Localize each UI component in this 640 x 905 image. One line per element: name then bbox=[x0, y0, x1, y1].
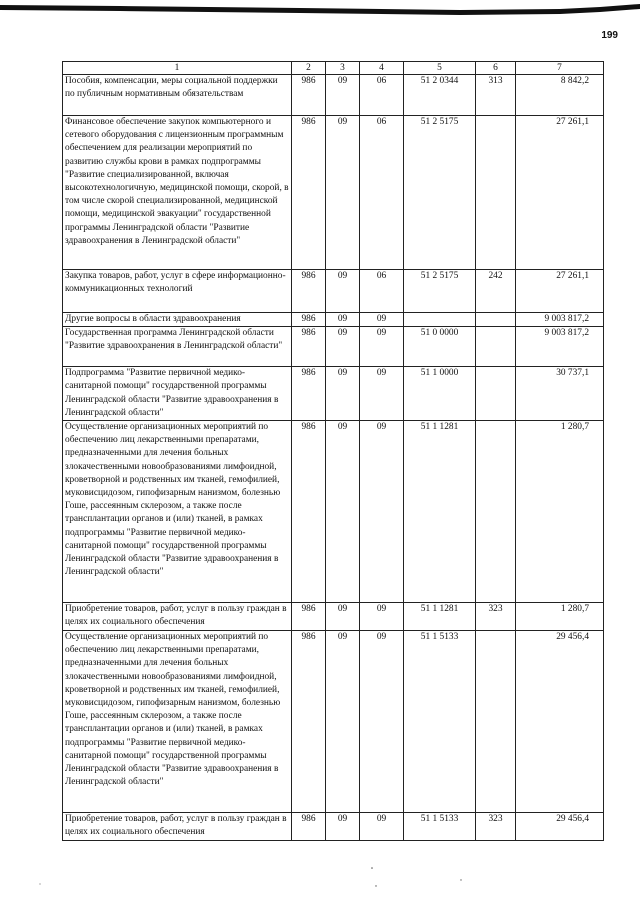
amount: 29 456,4 bbox=[516, 631, 604, 813]
expense-type-code: 323 bbox=[476, 813, 516, 841]
subsection-code: 09 bbox=[360, 327, 404, 367]
header-cell: 1 bbox=[63, 62, 292, 75]
expense-type-code: 313 bbox=[476, 75, 516, 116]
ministry-code: 986 bbox=[292, 270, 326, 313]
target-article-code: 51 1 0000 bbox=[404, 367, 476, 421]
section-code: 09 bbox=[326, 813, 360, 841]
subsection-code: 09 bbox=[360, 367, 404, 421]
section-code: 09 bbox=[326, 367, 360, 421]
amount: 27 261,1 bbox=[516, 270, 604, 313]
amount: 1 280,7 bbox=[516, 603, 604, 631]
ministry-code: 986 bbox=[292, 603, 326, 631]
amount: 8 842,2 bbox=[516, 75, 604, 116]
ministry-code: 986 bbox=[292, 421, 326, 603]
subsection-code: 06 bbox=[360, 116, 404, 270]
target-article-code: 51 1 1281 bbox=[404, 421, 476, 603]
section-code: 09 bbox=[326, 270, 360, 313]
row-description: Финансовое обеспечение закупок компьютерного и сетевого оборудования с лицензионным программным обеспечением для реализации мероприятий по развитию службы крови в рамках подпрограммы "Развитие специализированной, включая высокотехнологичную, медицинской помощи, скорой, в том числе скорой специализированной, медицинской помощи, медицинской эвакуации" государственной программы Ленинградской области "Развитие здравоохранения в Ленинградской области" bbox=[63, 116, 292, 270]
ministry-code: 986 bbox=[292, 116, 326, 270]
target-article-code: 51 0 0000 bbox=[404, 327, 476, 367]
subsection-code: 09 bbox=[360, 813, 404, 841]
section-code: 09 bbox=[326, 116, 360, 270]
row-description: Государственная программа Ленинградской области "Развитие здравоохранения в Ленинградской области" bbox=[63, 327, 292, 367]
amount: 1 280,7 bbox=[516, 421, 604, 603]
expense-type-code: 242 bbox=[476, 270, 516, 313]
ministry-code: 986 bbox=[292, 313, 326, 327]
row-description: Пособия, компенсации, меры социальной поддержки по публичным нормативным обязательствам bbox=[63, 75, 292, 116]
section-code: 09 bbox=[326, 603, 360, 631]
amount: 9 003 817,2 bbox=[516, 313, 604, 327]
subsection-code: 09 bbox=[360, 313, 404, 327]
row-description: Другие вопросы в области здравоохранения bbox=[63, 313, 292, 327]
section-code: 09 bbox=[326, 327, 360, 367]
row-description: Осуществление организационных мероприятий по обеспечению лиц лекарственными препаратами, предназначенными для лечения больных злокачественными новообразованиями лимфоидной, кроветворной и родственных им тканей, гемофилией, муковисцидозом, гипофизарным нанизмом, болезнью Гоше, рассеянным склерозом, а также после трансплантации органов и (или) тканей, в рамках подпрограммы "Развитие первичной медико-санитарной помощи" государственной программы Ленинградской области "Развитие здравоохранения в Ленинградской области" bbox=[63, 631, 292, 813]
ministry-code: 986 bbox=[292, 75, 326, 116]
row-description: Подпрограмма "Развитие первичной медико-санитарной помощи" государственной программы Ленинградской области "Развитие здравоохранения в Ленинградской области" bbox=[63, 367, 292, 421]
section-code: 09 bbox=[326, 75, 360, 116]
amount: 9 003 817,2 bbox=[516, 327, 604, 367]
subsection-code: 09 bbox=[360, 631, 404, 813]
header-cell: 2 bbox=[292, 62, 326, 75]
section-code: 09 bbox=[326, 313, 360, 327]
header-cell: 7 bbox=[516, 62, 604, 75]
target-article-code: 51 1 5133 bbox=[404, 813, 476, 841]
subsection-code: 09 bbox=[360, 421, 404, 603]
amount: 27 261,1 bbox=[516, 116, 604, 270]
ministry-code: 986 bbox=[292, 631, 326, 813]
ministry-code: 986 bbox=[292, 813, 326, 841]
header-cell: 5 bbox=[404, 62, 476, 75]
page-number: 199 bbox=[601, 30, 618, 41]
subsection-code: 06 bbox=[360, 270, 404, 313]
amount: 29 456,4 bbox=[516, 813, 604, 841]
header-cell: 6 bbox=[476, 62, 516, 75]
row-description: Осуществление организационных мероприятий по обеспечению лиц лекарственными препаратами, предназначенными для лечения больных злокачественными новообразованиями лимфоидной, кроветворной и родственных им тканей, гемофилией, муковисцидозом, гипофизарным нанизмом, болезнью Гоше, рассеянным склерозом, а также после трансплантации органов и (или) тканей, в рамках подпрограммы "Развитие первичной медико-санитарной помощи" государственной программы Ленинградской области "Развитие здравоохранения в Ленинградской области" bbox=[63, 421, 292, 603]
section-code: 09 bbox=[326, 421, 360, 603]
target-article-code: 51 1 1281 bbox=[404, 603, 476, 631]
row-description: Приобретение товаров, работ, услуг в пользу граждан в целях их социального обеспечения bbox=[63, 813, 292, 841]
row-description: Закупка товаров, работ, услуг в сфере информационно-коммуникационных технологий bbox=[63, 270, 292, 313]
target-article-code: 51 2 5175 bbox=[404, 116, 476, 270]
subsection-code: 09 bbox=[360, 603, 404, 631]
ministry-code: 986 bbox=[292, 327, 326, 367]
expense-type-code: 323 bbox=[476, 603, 516, 631]
ministry-code: 986 bbox=[292, 367, 326, 421]
target-article-code: 51 2 5175 bbox=[404, 270, 476, 313]
target-article-code: 51 2 0344 bbox=[404, 75, 476, 116]
header-cell: 3 bbox=[326, 62, 360, 75]
section-code: 09 bbox=[326, 631, 360, 813]
row-description: Приобретение товаров, работ, услуг в пользу граждан в целях их социального обеспечения bbox=[63, 603, 292, 631]
subsection-code: 06 bbox=[360, 75, 404, 116]
target-article-code: 51 1 5133 bbox=[404, 631, 476, 813]
amount: 30 737,1 bbox=[516, 367, 604, 421]
header-cell: 4 bbox=[360, 62, 404, 75]
